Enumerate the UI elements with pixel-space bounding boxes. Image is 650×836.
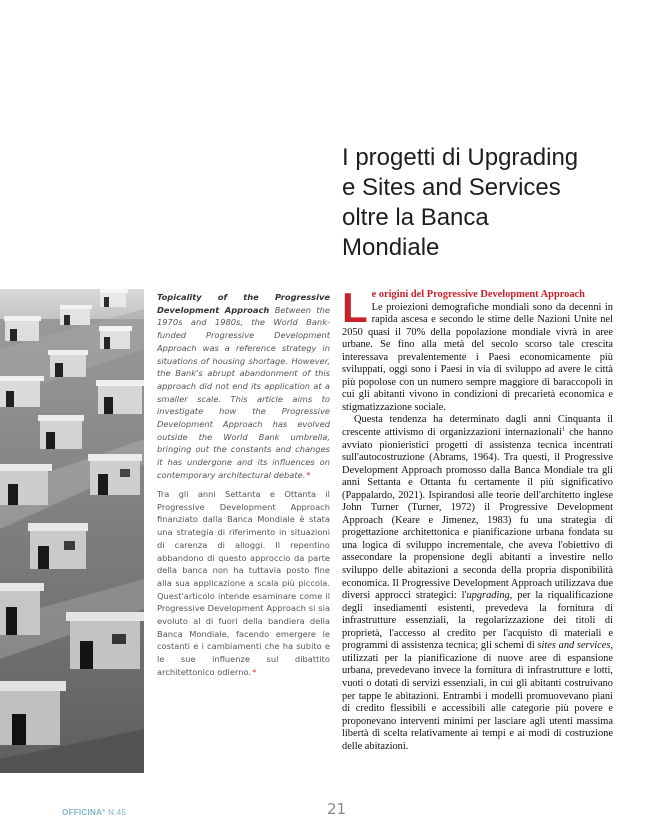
housing-photo [0, 289, 144, 773]
asterisk-icon: * [306, 469, 311, 480]
footnote-ref[interactable]: 1 [561, 426, 565, 433]
journal-name: OFFICINA [62, 808, 103, 817]
section-heading: e origini del Progressive Development Approach [371, 289, 585, 300]
body-paragraph: Le proiezioni demografiche mondiali sono da decenni in rapida ascesa e secondo le stime delle Nazioni Unite nel 2050 quasi il 70% della popolazione mondiale vivrà in aree urbane. Se fino alla metà del secolo scorso tale crescita interessava prevalentemente i Paesi economicamente più sviluppati, oggi sono i Paesi in via di sviluppo ad avere le città più popolose con un numero sempre maggiore di baraccopoli in cui gli abitanti vivono in condizioni di precarietà economica e stigmatizzazione sociale. [342, 301, 613, 413]
drop-cap: L [342, 284, 368, 331]
article-body [342, 284, 613, 753]
abstract-italian [157, 488, 330, 679]
title-line: e Sites and Services [342, 174, 561, 201]
title-line: oltre la Banca [342, 204, 489, 231]
abstract-lead: Topicality of the Progressive Development Approach [157, 292, 330, 315]
abstract-italian-text: Tra gli anni Settanta e Ottanta il Progressive Development Approach finanziato dalla Banca Mondiale è stata una strategia di riferimento in situazioni di carenza di alloggi. Il repentino abbandono di questo approccio da parte della banca non ha tuttavia posto fine alla sua applicazione a scala più piccola. Quest'articolo intende esaminare come il Progressive Development Approach si sia evoluto al di fuori della bandiera della Banca Mondiale, facendo emergere le costanti e i cambiamenti che ha subito e le sue influenze sul dibattito architettonico odierno. [157, 489, 330, 677]
journal-footer [62, 808, 126, 817]
article-title [342, 143, 642, 263]
body-paragraph: Questa tendenza ha determinato dagli anni Cinquanta il crescente attivismo di organizzazioni internazionali$^1$ che hanno avviato pionieristici progetti di assistenza tecnica incentrati sull'autocostruzione (Abrams, 1964). Tra questi, il Progressive Development Approach promosso dalla Banca Mondiale tra gli anni Settanta e Ottanta fu certamente il più significativo (Pappalardo, 2021). Ispirandosi alle teorie dell'architetto inglese John Turner (Turner, 1972) il Progressive Development Approach (Keare e Jimenez, 1983) fu una strategia di progettazione architettonica e pianificazione urbana fondata su una logica di sviluppo incrementale, che aveva l'obiettivo di assecondare la propensione degli abitanti a investire nello sviluppo delle abitazioni a seconda della propria disponibilità economica. Il Progressive Development Approach utilizzava due diversi approcci strategici: l'upgrading, per la riqualificazione degli insediamenti esistenti, prevedeva la fornitura di infrastrutture essenziali, la regolarizzazione dei titoli di proprietà, l'accesso al credito per l'acquisto di materiali e programmi di assistenza tecnica; gli schemi di sites and services, utilizzati per la pianificazione di nuove aree di espansione urbana, prevedevano invece la fornitura di infrastrutture e lotti, vuoti o dotati di servizi essenziali, in cui gli abitanti costruivano per tappe le abitazioni. Entrambi i modelli promuovevano piani di credito flessibili e accessibili alle categorie più povere e proponevano interventi minimi per lasciare agli utenti massima libertà di scelta relativamente ai tempi e ai modi di costruzione delle abitazioni. [342, 414, 613, 752]
title-line: I progetti di Upgrading [342, 144, 579, 171]
title-line: Mondiale [342, 234, 440, 261]
housing-photo-graphic [0, 289, 144, 773]
abstract-english-text: Between the 1970s and 1980s, the World Bank-funded Progressive Development Approach was a reference strategy in situations of housing shortage. However, the Bank's abrupt abandonment of this approach did not end its application at a smaller scale. This article aims to investigate how the Progressive Development Approach has evolved outside the World Bank umbrella, bringing out the constants and changes it has undergone and its influences on contemporary architectural debate. [157, 304, 330, 480]
asterisk-icon: * [252, 666, 257, 677]
issue-number: * N.45 [102, 808, 127, 817]
abstract-english [157, 291, 330, 482]
page-number: 21 [327, 800, 347, 818]
